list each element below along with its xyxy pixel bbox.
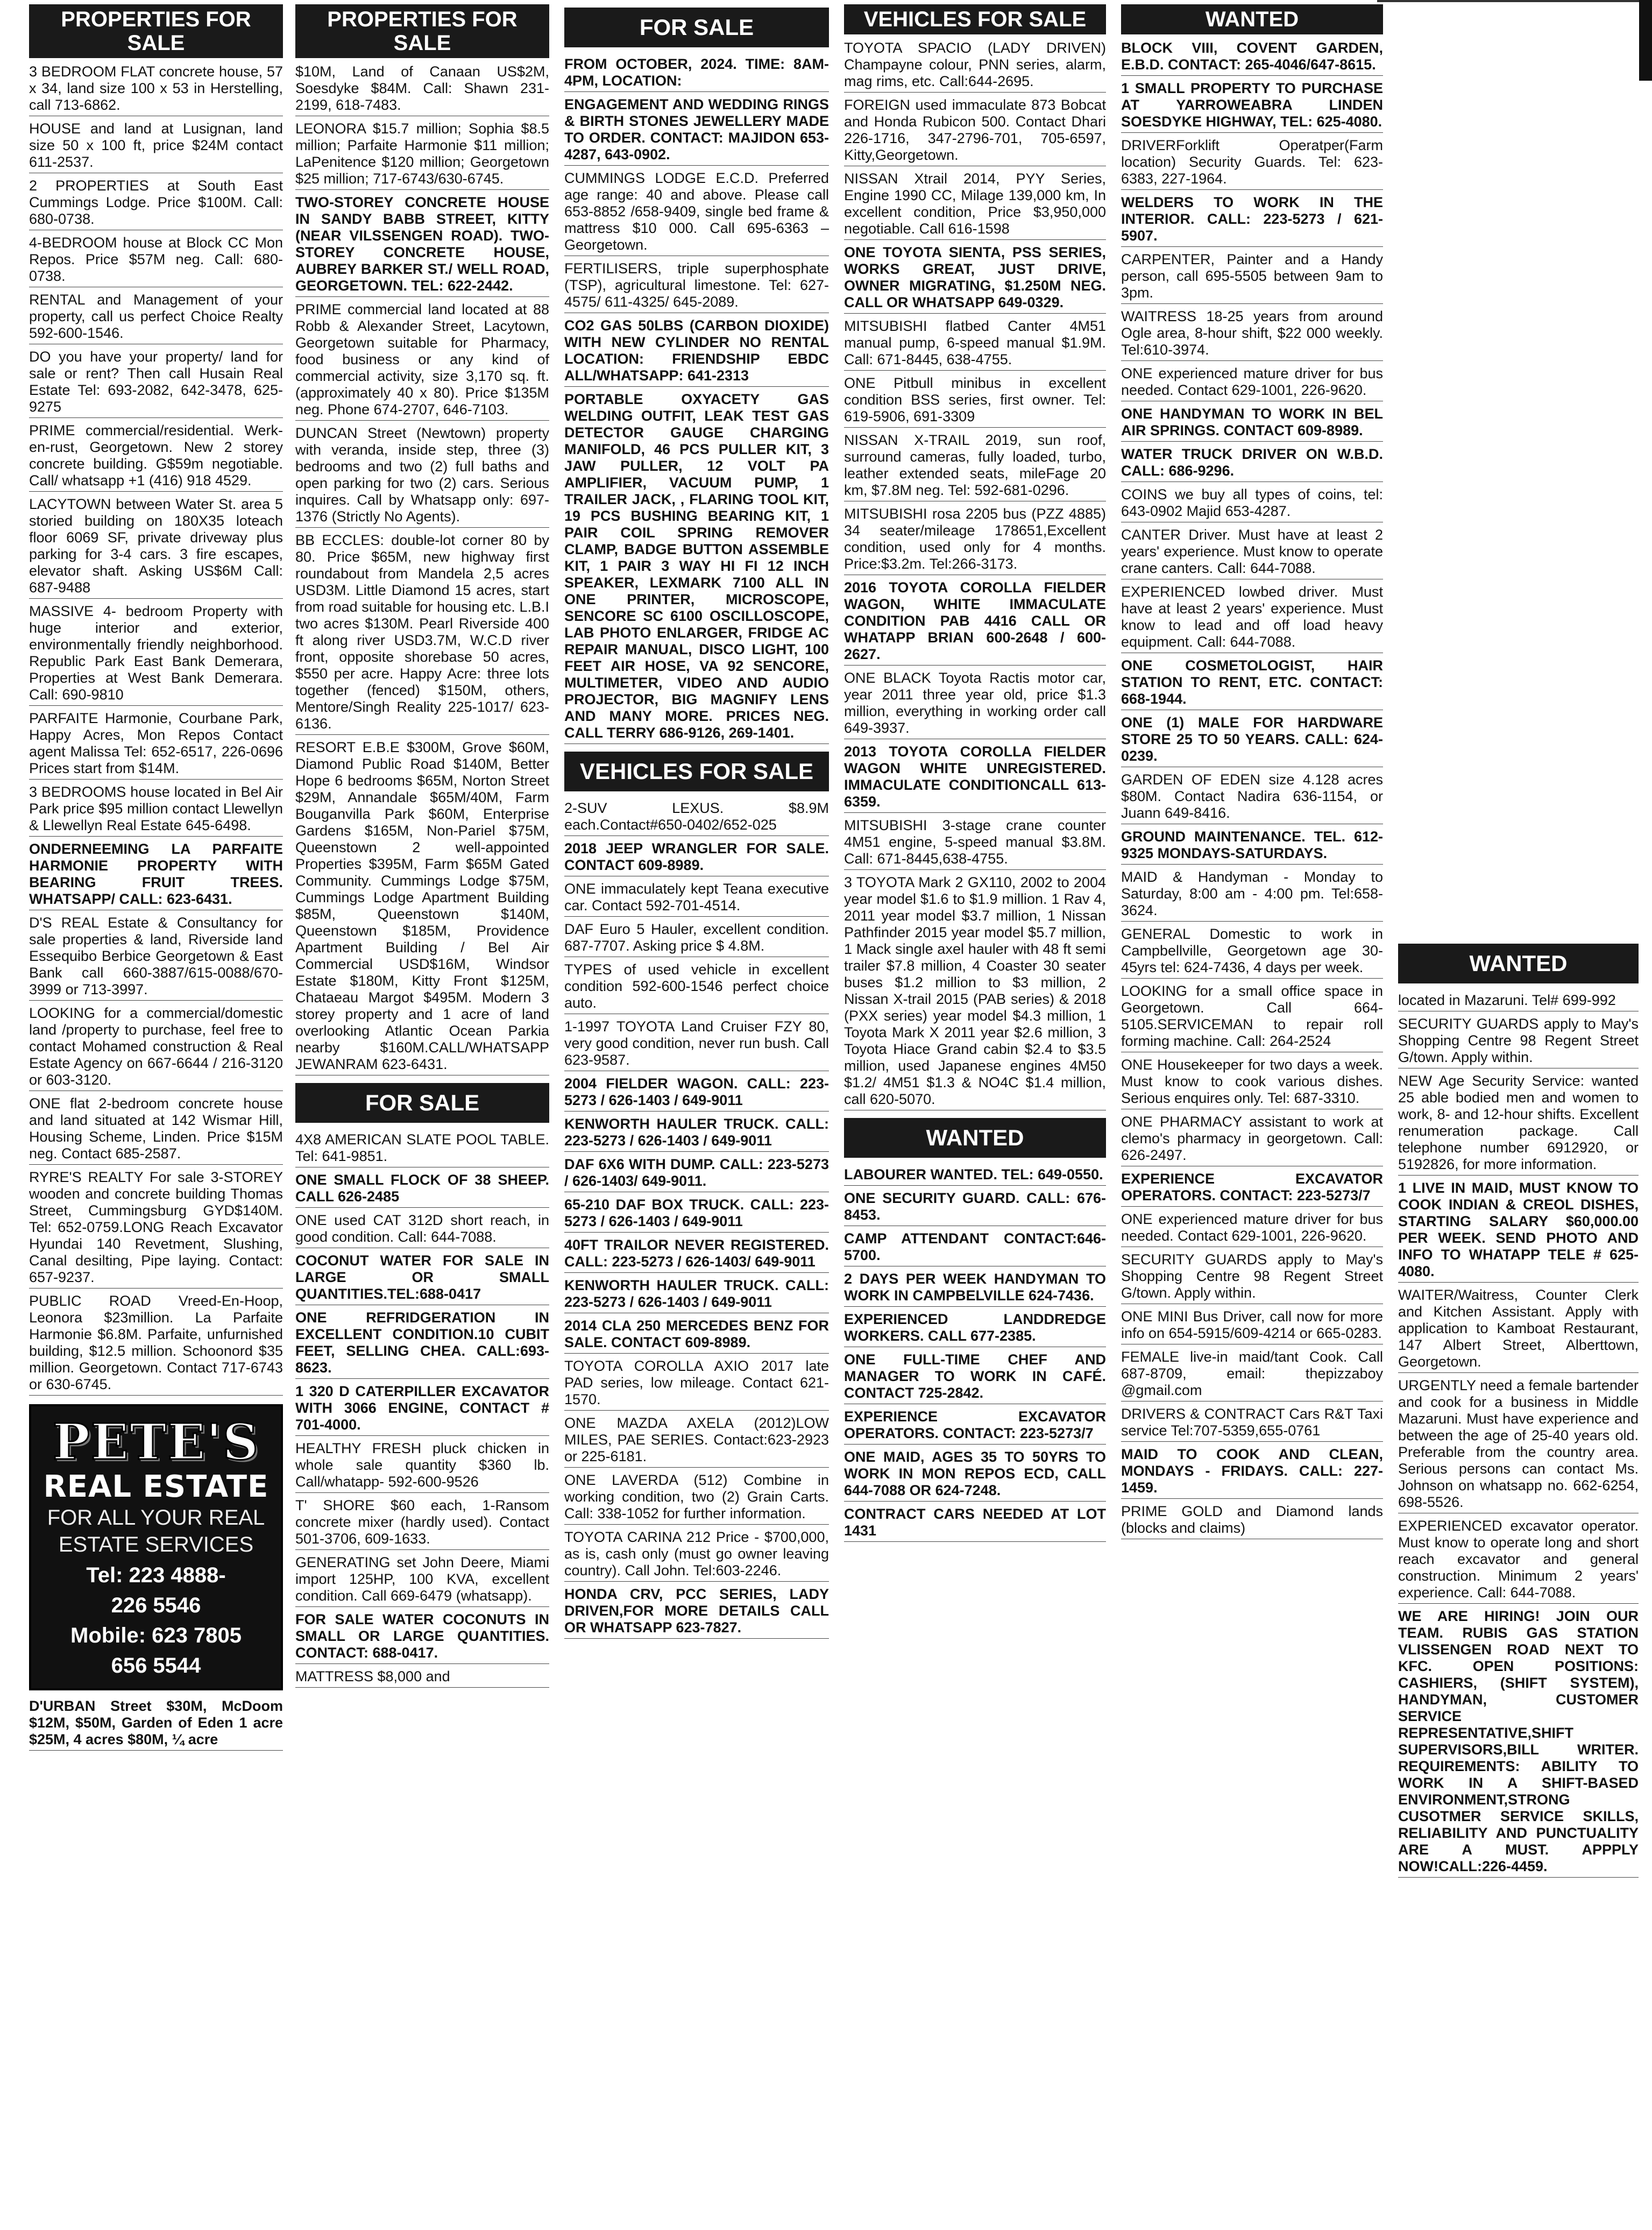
classified-ad: 4X8 AMERICAN SLATE POOL TABLE. Tel: 641-9851. xyxy=(295,1131,549,1167)
classified-ad: GENERATING set John Deere, Miami import 125HP, 100 KVA, excellent condition. Call 669-6479 (whatsapp). xyxy=(295,1554,549,1607)
logo-line-2: ESTATE SERVICES xyxy=(58,1533,254,1556)
classified-ad: MATTRESS $8,000 and xyxy=(295,1668,549,1688)
classified-ad: T' SHORE $60 each, 1-Ransom concrete mixer (hardly used). Contact 501-3706, 609-1633. xyxy=(295,1497,549,1550)
classified-list xyxy=(564,56,829,744)
column-wanted-1 xyxy=(1119,0,1385,2230)
classified-ad: GROUND MAINTENANCE. TEL. 612-9325 MONDAYS-SATURDAYS. xyxy=(1121,829,1383,865)
classified-ad: SECURITY GUARDS apply to May's Shopping Centre 98 Regent Street G/town. Apply within. xyxy=(1398,1016,1639,1068)
classified-ad: 2 DAYS PER WEEK HANDYMAN TO WORK IN CAMPBELVILLE 624-7436. xyxy=(844,1271,1106,1307)
classified-ad: 3 BEDROOMS house located in Bel Air Park price $95 million contact Llewellyn & Llewellyn Real Estate 645-6498. xyxy=(29,784,283,837)
section-header: PROPERTIES FOR SALE xyxy=(295,4,549,58)
classified-ad: D'S REAL Estate & Consultancy for sale properties & land, Riverside land Essequibo Berbice Georgetown & East Bank call 660-3887/615-0088/670-3999 or 713-3997. xyxy=(29,915,283,1001)
classified-ad: WE ARE HIRING! JOIN OUR TEAM. RUBIS GAS STATION VLISSENGEN ROAD NEXT TO KFC. OPEN POSITIONS: CASHIERS, (SHIFT SYSTEM), HANDYMAN, CUSTOMER SERVICE REPRESENTATIVE,SHIFT SUPERVISORS,BILL WRITER. REQUIREMENTS: ABILITY TO WORK IN A SHIFT-BASED ENVIRONMENT,STRONG CUSOTMER SERVICE SKILLS, RELIABILITY AND PUNCTUALITY ARE A MUST. APPPLY NOW!CALL:226-4459. xyxy=(1398,1608,1639,1878)
classified-ad: DUNCAN Street (Newtown) property with veranda, inside step, three (3) bedrooms and two (2) full baths and open parking for two (2) cars. Serious inquires. Call by Whatsapp only: 697-1376 (Strictly No Agents). xyxy=(295,425,549,528)
classified-ad: ONE Pitbull minibus in excellent condition BSS series, first owner. Tel: 619-5906, 691-3309 xyxy=(844,375,1106,428)
section-header: WANTED xyxy=(1398,944,1639,983)
classified-ad: PUBLIC ROAD Vreed-En-Hoop, Leonora $23million. La Parfaite Harmonie $6.8M. Parfaite, unfurnished building, $12.5 million. Schoonord $35 million. Georgetown. Contact 717-6743 or 630-6745. xyxy=(29,1293,283,1396)
classified-ad: MAID & Handyman - Monday to Saturday, 8:00 am - 4:00 pm. Tel:658-3624. xyxy=(1121,869,1383,922)
classified-ad: 2014 CLA 250 MERCEDES BENZ FOR SALE. CONTACT 609-8989. xyxy=(564,1318,829,1354)
classified-list xyxy=(844,40,1106,1110)
logo-tel-2: 226 5546 xyxy=(111,1594,201,1617)
classified-ad: ONE experienced mature driver for bus needed. Contact 629-1001, 226-9620. xyxy=(1121,365,1383,401)
classified-ad: ONE LAVERDA (512) Combine in working condition, two (2) Grain Carts. Call: 338-1052 for further information. xyxy=(564,1472,829,1525)
section-header: PROPERTIES FOR SALE xyxy=(29,4,283,58)
classified-ad: URGENTLY need a female bartender and cook for a business in Middle Mazaruni. Must have experience and between the age of 25-40 years old. Preferable from the country area. Serious persons can contact Ms. Johnson on whatsapp no. 662-6254, 698-5526. xyxy=(1398,1377,1639,1513)
classified-ad: ONE MAID, AGES 35 TO 50YRS TO WORK IN MON REPOS ECD, CALL 644-7088 OR 624-7248. xyxy=(844,1449,1106,1502)
classified-ad: TYPES of used vehicle in excellent condition 592-600-1546 perfect choice auto. xyxy=(564,961,829,1014)
classified-ad: ONE FULL-TIME CHEF AND MANAGER TO WORK IN CAFÉ. CONTACT 725-2842. xyxy=(844,1351,1106,1404)
classified-ad: RYRE'S REALTY For sale 3-STOREY wooden and concrete building Thomas Street, Cummingsburg GYD$140M. Tel: 652-0759.LONG Reach Excavator Hyundai 140 Revetment, Slushing, Canal desilting, Pipe laying. Contact: 657-9237. xyxy=(29,1169,283,1289)
classified-ad: ONE experienced mature driver for bus needed. Contact 629-1001, 226-9620. xyxy=(1121,1211,1383,1247)
classified-ad: 4-BEDROOM house at Block CC Mon Repos. Price $57M neg. Call: 680-0738. xyxy=(29,235,283,287)
classified-ad: EXPERIENCE EXCAVATOR OPERATORS. CONTACT: 223-5273/7 xyxy=(844,1408,1106,1445)
classified-ad: DO you have your property/ land for sale or rent? Then call Husain Real Estate Tel: 693-2082, 642-3478, 625-9275 xyxy=(29,349,283,418)
classified-ad: SECURITY GUARDS apply to May's Shopping Centre 98 Regent Street G/town. Apply within. xyxy=(1121,1251,1383,1304)
classified-ad: ONDERNEEMING LA PARFAITE HARMONIE PROPERTY WITH BEARING FRUIT TREES. WHATSAPP/ CALL: 623-6431. xyxy=(29,841,283,910)
section-header: FOR SALE xyxy=(564,8,829,47)
classified-ad: GENERAL Domestic to work in Campbellville, Georgetown age 30-45yrs tel: 624-7436, 4 days per week. xyxy=(1121,926,1383,979)
logo-title: PETE'S xyxy=(52,1413,260,1471)
section-header: FOR SALE xyxy=(295,1083,549,1123)
section-header: VEHICLES FOR SALE xyxy=(564,752,829,791)
column-vehicles-for-sale xyxy=(842,0,1108,2230)
classified-ad: GARDEN OF EDEN size 4.128 acres $80M. Contact Nadira 636-1154, or Juann 649-8416. xyxy=(1121,771,1383,824)
classified-ad: 40FT TRAILOR NEVER REGISTERED. CALL: 223-5273 / 626-1403/ 649-9011 xyxy=(564,1237,829,1273)
classified-list xyxy=(1398,992,1639,1878)
classified-ad: PARFAITE Harmonie, Courbane Park, Happy Acres, Mon Repos Contact agent Malissa Tel: 652-6517, 226-0696 Prices start from $14M. xyxy=(29,710,283,780)
classified-ad: NISSAN X-TRAIL 2019, sun roof, surround cameras, fully loaded, turbo, leather extended seats, mileFage 20 km, $7.8M neg. Tel: 592-681-0296. xyxy=(844,432,1106,501)
section-header: VEHICLES FOR SALE xyxy=(844,4,1106,34)
classified-ad: RENTAL and Management of your property, call us perfect Choice Realty 592-600-1546. xyxy=(29,292,283,344)
logo-subtitle: REAL ESTATE xyxy=(43,1469,269,1504)
classified-ad: PRIME commercial land located at 88 Robb & Alexander Street, Lacytown, Georgetown suitable for Pharmacy, food business or any kind of commercial activity, size 3,170 sq. ft. (approximately 40 x 80). Price $135M neg. Phone 674-2707, 646-7103. xyxy=(295,301,549,421)
classified-ad: COINS we buy all types of coins, tel: 643-0902 Majid 653-4287. xyxy=(1121,486,1383,522)
logo-mobile-2: 656 5544 xyxy=(111,1654,201,1677)
classified-ad: ONE flat 2-bedroom concrete house and land situated at 142 Wismar Hill, Housing Scheme, Linden. Price $15M neg. Contact 685-2587. xyxy=(29,1095,283,1165)
classified-ad: RESORT E.B.E $300M, Grove $60M, Diamond Public Road $140M, Better Hope 6 bedrooms $65M, Norton Street $29M, Annandale $65M/40M, Farm Bouganvilla Park $60M, Enterprise Gardens $165M, Non-Pariel $75M, Queenstown 2 well-appointed Properties $395M, Farm $65M Gated Community. Cummings Lodge $75M, Cummings Lodge Apartment Building $85M, Queenstown $140M, Queenstown $185M, Providence Apartment Building / Bel Air Commercial USD$16M, Windsor Estate $180M, Kitty Front $125M, Chataeau Margot $495M. Modern 3 storey property and 1 acre of land overlooking Atlantic Ocean Parkia nearby $160M.CALL/WHATSAPP JEWANRAM 623-6431. xyxy=(295,739,549,1075)
classified-ad: 65-210 DAF BOX TRUCK. CALL: 223-5273 / 626-1403 / 649-9011 xyxy=(564,1197,829,1233)
classified-ad: $10M, Land of Canaan US$2M, Soesdyke $84M. Call: Shawn 231-2199, 618-7483. xyxy=(295,63,549,116)
classified-ad: LEONORA $15.7 million; Sophia $8.5 million; Parfaite Harmonie $11 million; LaPenitence $120 million; Georgetown $25 million; 717-6743/630-6745. xyxy=(295,121,549,190)
classified-ad: MITSUBISHI 3-stage crane counter 4M51 engine, 5-speed manual $3.8M. Call: 671-8445,638-4755. xyxy=(844,817,1106,870)
classified-ad: BLOCK VIII, COVENT GARDEN, E.B.D. CONTACT: 265-4046/647-8615. xyxy=(1121,40,1383,76)
classified-ad: 2016 TOYOTA COROLLA FIELDER WAGON, WHITE IMMACULATE CONDITION PAB 4416 CALL OR WHATAPP BRIAN 600-2648 / 600-2627. xyxy=(844,579,1106,666)
classified-ad: CARPENTER, Painter and a Handy person, call 695-5505 between 9am to 3pm. xyxy=(1121,251,1383,304)
classified-ad: EXPERIENCED excavator operator. Must know to operate long and short reach excavator and general construction. Minimum 2 years' experience. Call: 644-7088. xyxy=(1398,1518,1639,1604)
classified-ad: CAMP ATTENDANT CONTACT:646-5700. xyxy=(844,1230,1106,1266)
classified-ad: 1 SMALL PROPERTY TO PURCHASE AT YARROWEABRA LINDEN SOESDYKE HIGHWAY, TEL: 625-4080. xyxy=(1121,80,1383,133)
classified-ad: TWO-STOREY CONCRETE HOUSE IN SANDY BABB STREET, KITTY (NEAR VILSSENGEN ROAD). TWO-STOREY CONCRETE HOUSE, AUBREY BARKER ST./ WELL ROAD, GEORGETOWN. TEL: 622-2442. xyxy=(295,194,549,297)
classified-ad: CUMMINGS LODGE E.C.D. Preferred age range: 40 and above. Please call 653-8852 /658-9409, single bed frame & mattress $10 000. Call 695-6363 – Georgetown. xyxy=(564,170,829,256)
classified-ad: EXPERIENCED LANDDREDGE WORKERS. CALL 677-2385. xyxy=(844,1311,1106,1347)
classified-ad: ONE BLACK Toyota Ractis motor car, year 2011 three year old, price $1.3 million, everything in working order call 649-3937. xyxy=(844,670,1106,739)
classified-ad: BB ECCLES: double-lot corner 80 by 80. Price $65M, new highway first roundabout from Mandela 2,5 acres USD3M. Little Diamond 15 acres, start from road suitable for housing etc. L.B.I two acres $130M. Pearl Riverside 400 ft along river USD3.7M, W.C.D river front, opposite shorebase 50 acres, $550 per acre. Happy Acre: three lots together (fenced) $150M, others, Mentore/Singh Reality 225-1017/ 623-6136. xyxy=(295,532,549,735)
classified-ad: ONE Housekeeper for two days a week. Must know to cook various dishes. Serious enquires only. Tel: 687-3310. xyxy=(1121,1057,1383,1109)
classified-ad: FOREIGN used immaculate 873 Bobcat and Honda Rubicon 500. Contact Dhari 226-1716, 347-2796-701, 705-6597, Kitty,Georgetown. xyxy=(844,97,1106,166)
classified-ad: TOYOTA COROLLA AXIO 2017 late PAD series, low mileage. Contact 621-1570. xyxy=(564,1358,829,1411)
classified-ad: CO2 GAS 50LBS (CARBON DIOXIDE) WITH NEW CYLINDER NO RENTAL LOCATION: FRIENDSHIP EBDC ALL/WHATSAPP: 641-2313 xyxy=(564,317,829,387)
classified-ad: FEMALE live-in maid/tant Cook. Call 687-8709, email: thepizzaboy @gmail.com xyxy=(1121,1349,1383,1401)
logo-line-1: FOR ALL YOUR REAL xyxy=(47,1506,265,1530)
classified-ad: HOUSE and land at Lusignan, land size 50 x 100 ft, price $24M contact 611-2537. xyxy=(29,121,283,173)
page-corner-fold xyxy=(1639,0,1652,81)
classified-ad: MITSUBISHI flatbed Canter 4M51 manual pump, 6-speed manual $1.9M. Call: 671-8445, 638-4755. xyxy=(844,318,1106,371)
classified-ad: ENGAGEMENT AND WEDDING RINGS & BIRTH STONES JEWELLERY MADE TO ORDER. CONTACT: MAJIDON 653-4287, 643-0902. xyxy=(564,96,829,166)
classified-ad: PRIME GOLD and Diamond lands (blocks and claims) xyxy=(1121,1503,1383,1539)
classified-ad: ONE COSMETOLOGIST, HAIR STATION TO RENT, ETC. CONTACT: 668-1944. xyxy=(1121,657,1383,710)
classified-ad: 2004 FIELDER WAGON. CALL: 223-5273 / 626-1403 / 649-9011 xyxy=(564,1075,829,1112)
classified-ad: TOYOTA CARINA 212 Price - $700,000, as is, cash only (must go owner leaving country). Call John. Tel:603-2246. xyxy=(564,1529,829,1582)
top-rule xyxy=(1377,0,1652,2)
classified-ad: WELDERS TO WORK IN THE INTERIOR. CALL: 223-5273 / 621-5907. xyxy=(1121,194,1383,247)
classified-ad: NEW Age Security Service: wanted 25 able bodied men and women to work, 8- and 12-hour shifts. Excellent renumeration package. Call telephone number 6912920, or 5192826, for more information. xyxy=(1398,1073,1639,1176)
classified-ad: HONDA CRV, PCC SERIES, LADY DRIVEN,FOR MORE DETAILS CALL OR WHATSAPP 623-7827. xyxy=(564,1586,829,1639)
classified-ad: FROM OCTOBER, 2024. TIME: 8AM-4PM, LOCATION: xyxy=(564,56,829,92)
classified-ad: DAF Euro 5 Hauler, excellent condition. 687-7707. Asking price $ 4.8M. xyxy=(564,921,829,957)
classified-ad: 2018 JEEP WRANGLER FOR SALE. CONTACT 609-8989. xyxy=(564,840,829,876)
classified-ad: CONTRACT CARS NEEDED AT LOT 1431 xyxy=(844,1506,1106,1542)
classified-ad: HEALTHY FRESH pluck chicken in whole sale quantity $360 lb. Call/whatapp- 592-600-9526 xyxy=(295,1440,549,1493)
classified-ad: KENWORTH HAULER TRUCK. CALL: 223-5273 / 626-1403 / 649-9011 xyxy=(564,1277,829,1313)
classified-ad: TOYOTA SPACIO (LADY DRIVEN) Champayne colour, PNN series, alarm, mag rims, etc. Call:644-2695. xyxy=(844,40,1106,93)
classified-ad: FERTILISERS, triple superphosphate (TSP), agricultural limestone. Tel: 627-4575/ 611-4325/ 645-2089. xyxy=(564,260,829,313)
classified-ad: ONE PHARMACY assistant to work at clemo's pharmacy in georgetown. Call: 626-2497. xyxy=(1121,1114,1383,1166)
classified-ad: LOOKING for a commercial/domestic land /property to purchase, feel free to contact Mohamed construction & Real Estate Agency on 667-6644 / 216-3120 or 603-3120. xyxy=(29,1005,283,1091)
classified-ad: NISSAN Xtrail 2014, PYY Series, Engine 1990 CC, Milage 139,000 km, In excellent condition, Price $3,950,000 negotiable. Call 616-1598 xyxy=(844,171,1106,240)
petes-real-estate-ad xyxy=(29,1404,283,1690)
classified-ad: KENWORTH HAULER TRUCK. CALL: 223-5273 / 626-1403 / 649-9011 xyxy=(564,1116,829,1152)
classified-ad: ONE TOYOTA SIENTA, PSS SERIES, WORKS GREAT, JUST DRIVE, OWNER MIGRATING, $1.250M NEG. CALL OR WHATSAPP 649-0329. xyxy=(844,244,1106,314)
classified-ad: 1 LIVE IN MAID, MUST KNOW TO COOK INDIAN & CREOL DISHES, STARTING SALARY $60,000.00 PER WEEK. SEND PHOTO AND INFO TO WHATAPP TELE # 625-4080. xyxy=(1398,1180,1639,1283)
classified-ad: ONE HANDYMAN TO WORK IN BEL AIR SPRINGS. CONTACT 609-8989. xyxy=(1121,406,1383,442)
logo-mobile: Mobile: 623 7805 xyxy=(70,1624,242,1647)
logo-tel: Tel: 223 4888- xyxy=(86,1563,226,1587)
classified-list xyxy=(1121,40,1383,1539)
classified-ad: 3 TOYOTA Mark 2 GX110, 2002 to 2004 year model $1.6 to $1.9 million. 1 Rav 4, 2011 year model $3.7 million, 1 Nissan Pathfinder 2015 year model $5.7 million, 1 Mack single axel hauler with 48 ft semi trailer $7.8 million, 4 Coaster 30 seater buses $1.2 million to $3 million, 2 Nissan X-trail 2015 (PAB series) & 2018 (PXX series) year model $4.3 million, 1 Toyota Mark X 2011 year $2.6 million, 3 Toyota Hiace Grand cabin $2.4 to $3.5 million, used Japanese engines 4M50 $1.2/ 4M51 $1.3 & NO4C $1.4 million, call 620-5070. xyxy=(844,874,1106,1110)
section-header: WANTED xyxy=(844,1118,1106,1158)
section-header: WANTED xyxy=(1121,4,1383,34)
classified-ad: WATER TRUCK DRIVER ON W.B.D. CALL: 686-9296. xyxy=(1121,446,1383,482)
classified-ad: 2 PROPERTIES at South East Cummings Lodge. Price $100M. Call: 680-0738. xyxy=(29,178,283,230)
classified-ad: ONE immaculately kept Teana executive car. Contact 592-701-4514. xyxy=(564,881,829,917)
column-for-sale xyxy=(562,0,831,2230)
classified-ad: 3 BEDROOM FLAT concrete house, 57 x 34, land size 100 x 53 in Herstelling, call 713-6862. xyxy=(29,63,283,116)
classified-ad: EXPERIENCED lowbed driver. Must have at least 2 years' experience. Must know to lead and off load heavy equipment. Call: 644-7088. xyxy=(1121,584,1383,653)
classified-ad: ONE SMALL FLOCK OF 38 SHEEP. CALL 626-2485 xyxy=(295,1172,549,1208)
classified-ad: LOOKING for a small office space in Georgetown. Call 664-5105.SERVICEMAN to repair roll forming machine. Call: 264-2524 xyxy=(1121,983,1383,1052)
column-wanted-2 xyxy=(1396,936,1641,2230)
classified-ad: LACYTOWN between Water St. area 5 storied building on 180X35 loteach floor 6069 SF, private driveway plus parking for 3-4 cars. 3 fire escapes, elevator shaft. Asking US$6M Call: 687-9488 xyxy=(29,496,283,599)
classified-ad: MITSUBISHI rosa 2205 bus (PZZ 4885) 34 seater/mileage 178651,Excellent condition, used only for 4 months. Price:$3.2m. Tel:266-3173. xyxy=(844,506,1106,575)
classified-ad: COCONUT WATER FOR SALE IN LARGE OR SMALL QUANTITIES.TEL:688-0417 xyxy=(295,1252,549,1305)
classified-ad: FOR SALE WATER COCONUTS IN SMALL OR LARGE QUANTITIES. CONTACT: 688-0417. xyxy=(295,1611,549,1664)
classified-ad: PORTABLE OXYACETY GAS WELDING OUTFIT, LEAK TEST GAS DETECTOR GAUGE CHARGING MANIFOLD, 46 PCS PULLER KIT, 3 JAW PULLER, 12 VOLT PA AMPLIFIER, VACUUM PUMP, 1 TRAILER JACK, , FLARING TOOL KIT, 19 PCS BUSHING BEARING KIT, 1 PAIR COIL SPRING REMOVER CLAMP, BADGE BUTTON ASSEMBLE KIT, 1 PAIR 3 WAY HI FI 12 INCH SPEAKER, LEXMARK 7100 ALL IN ONE PRINTER, MICROSCOPE, SENCORE SC 6100 OSCILLOSCOPE, LAB PHOTO ENLARGER, FRIDGE AC REPAIR MANUAL, DISCO LIGHT, 100 FEET AIR HOSE, VA 92 SENCORE, MULTIMETER, VIDEO AND AUDIO PROJECTOR, BIG MAGNIFY LENS AND MANY MORE. PRICES NEG. CALL TERRY 686-9126, 269-1401. xyxy=(564,391,829,744)
classified-ad: 2-SUV LEXUS. $8.9M each.Contact#650-0402/652-025 xyxy=(564,800,829,836)
classified-ad: DAF 6X6 WITH DUMP. CALL: 223-5273 / 626-1403/ 649-9011. xyxy=(564,1156,829,1192)
classified-ad: PRIME commercial/residential. Werk-en-rust, Georgetown. New 2 storey concrete building. G$59m negotiable. Call/ whatsapp +1 (416) 918 4529. xyxy=(29,422,283,492)
classified-list xyxy=(295,1131,549,1688)
classified-ad: ONE SECURITY GUARD. CALL: 676-8453. xyxy=(844,1190,1106,1226)
classified-list xyxy=(564,800,829,1639)
classified-ad: WAITRESS 18-25 years from around Ogle area, 8-hour shift, $22 000 weekly. Tel:610-3974. xyxy=(1121,308,1383,361)
classified-ad: MASSIVE 4- bedroom Property with huge interior and exterior, environmentally friendly neighborhood. Republic Park East Bank Demerara, Properties at West Bank Demerara. Call: 690-9810 xyxy=(29,603,283,706)
column-properties-for-sale-2 xyxy=(293,0,551,2230)
classified-ad: EXPERIENCE EXCAVATOR OPERATORS. CONTACT: 223-5273/7 xyxy=(1121,1171,1383,1207)
classified-ad: 1-1997 TOYOTA Land Cruiser FZY 80, very good condition, never run bush. Call 623-9587. xyxy=(564,1018,829,1071)
classified-ad: 1 320 D CATERPILLER EXCAVATOR WITH 3066 ENGINE, CONTACT # 701-4000. xyxy=(295,1383,549,1436)
classified-list xyxy=(295,63,549,1075)
classified-ad: WAITER/Waitress, Counter Clerk and Kitchen Assistant. Apply with application to Kamboat Restaurant, 147 Albert Street, Alberttown, Georgetown. xyxy=(1398,1287,1639,1373)
classified-ad: LABOURER WANTED. TEL: 649-0550. xyxy=(844,1166,1106,1186)
classified-ad: ONE used CAT 312D short reach, in good condition. Call: 644-7088. xyxy=(295,1212,549,1248)
classified-ad: ONE (1) MALE FOR HARDWARE STORE 25 TO 50 YEARS. CALL: 624-0239. xyxy=(1121,714,1383,767)
column-properties-for-sale-1 xyxy=(27,0,285,2230)
classified-ad: D'URBAN Street $30M, McDoom $12M, $50M, Garden of Eden 1 acre $25M, 4 acres $80M, ¼ acre xyxy=(29,1698,283,1751)
classified-ad: DRIVERS & CONTRACT Cars R&T Taxi service Tel:707-5359,655-0761 xyxy=(1121,1406,1383,1442)
classified-ad: DRIVERForklift Operatper(Farm location) Security Guards. Tel: 623-6383, 227-1964. xyxy=(1121,137,1383,190)
classified-ad: 2013 TOYOTA COROLLA FIELDER WAGON WHITE UNREGISTERED. IMMACULATE CONDITIONCALL 613-6359. xyxy=(844,744,1106,813)
classified-list xyxy=(844,1166,1106,1542)
classified-list xyxy=(29,63,283,1396)
classified-ad: ONE REFRIDGERATION IN EXCELLENT CONDITION.10 CUBIT FEET, SELLING CHEA. CALL:693-8623. xyxy=(295,1309,549,1379)
classified-ad: located in Mazaruni. Tel# 699-992 xyxy=(1398,992,1639,1011)
classified-ad: CANTER Driver. Must have at least 2 years' experience. Must know to operate crane canters. Call: 644-7088. xyxy=(1121,527,1383,579)
classified-ad: ONE MINI Bus Driver, call now for more info on 654-5915/609-4214 or 665-0283. xyxy=(1121,1308,1383,1344)
classified-ad: MAID TO COOK AND CLEAN, MONDAYS - FRIDAYS. CALL: 227-1459. xyxy=(1121,1446,1383,1499)
classified-ad: ONE MAZDA AXELA (2012)LOW MILES, PAE SERIES. Contact:623-2923 or 225-6181. xyxy=(564,1415,829,1468)
